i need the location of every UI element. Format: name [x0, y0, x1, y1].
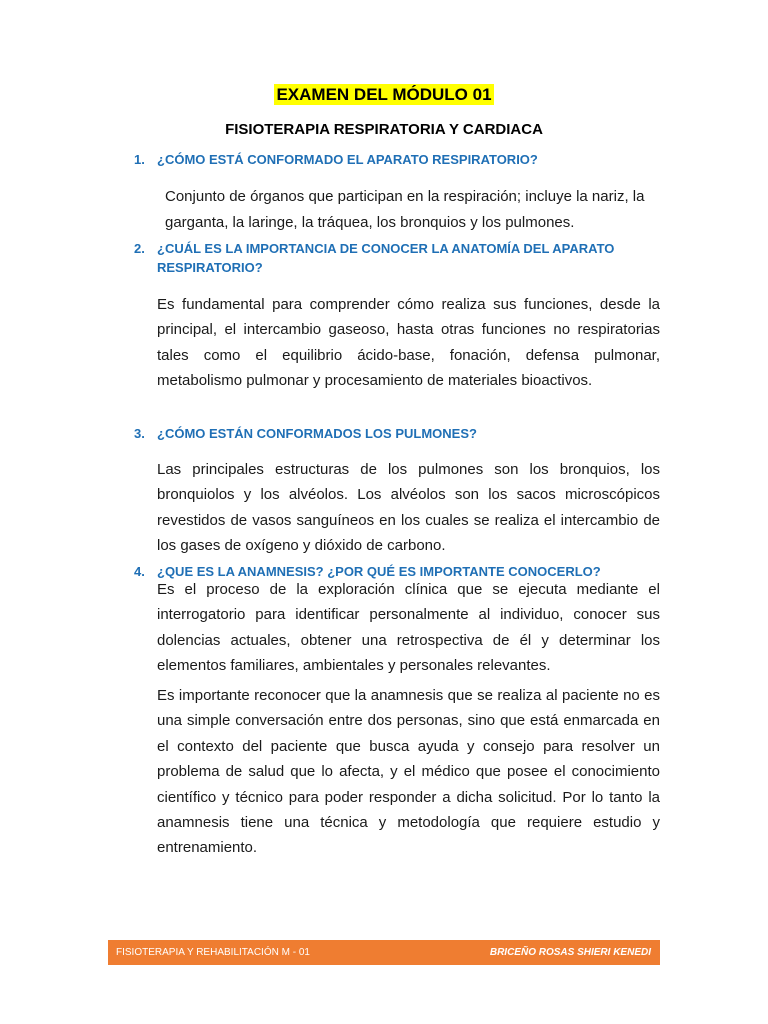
question-number: 4. — [134, 564, 145, 579]
question-number: 3. — [134, 426, 145, 441]
answer-4a: Es el proceso de la exploración clínica que se ejecuta mediante el interrogatorio para identificar personalmente al individuo, conocer sus dolencias actuales, obtener una retrospectiva de él y determinar los elementos familiares, ambientales y personales relevantes. — [157, 581, 660, 675]
question-text: ¿CUÁL ES LA IMPORTANCIA DE CONOCER LA ANATOMÍA DEL APARATO RESPIRATORIO? — [157, 241, 615, 275]
page-footer — [108, 940, 660, 965]
exam-title: EXAMEN DEL MÓDULO 01 — [276, 85, 492, 104]
answer-4b: Es importante reconocer que la anamnesis que se realiza al paciente no es una simple conversación entre dos personas, sino que está enmarcada en el contexto del paciente que busca ayuda y consejo para resolver un problema de salud que lo afecta, y el médico que posee el conocimiento científico y técnico para poder responder a dicha solicitud. Por lo tanto la anamnesis tiene una técnica y metodología que requiere estudio y entrenamiento. — [157, 687, 660, 857]
question-number: 2. — [134, 241, 145, 256]
answer-1: Conjunto de órganos que participan en la respiración; incluye la nariz, la garganta, la laringe, la tráquea, los bronquios y los pulmones. — [165, 188, 645, 231]
question-text: ¿CÓMO ESTÁ CONFORMADO EL APARATO RESPIRATORIO? — [157, 152, 538, 167]
question-2 — [134, 239, 654, 277]
answer-2: Es fundamental para comprender cómo realiza sus funciones, desde la principal, el intercambio gaseoso, hasta otras funciones no respiratorias tales como el equilibrio ácido-base, fonación, defensa pulmonar, metabolismo pulmonar y procesamiento de materiales bioactivos. — [157, 296, 660, 390]
course-subtitle: FISIOTERAPIA RESPIRATORIA Y CARDIACA — [225, 121, 543, 138]
answer-3: Las principales estructuras de los pulmones son los bronquios, los bronquiolos y los alvéolos. Los alvéolos son los sacos microscópicos revestidos de vasos sanguíneos en los cuales se realiza el intercambio de los gases de oxígeno y dióxido de carbono. — [157, 461, 660, 555]
question-number: 1. — [134, 152, 145, 167]
footer-course: FISIOTERAPIA Y REHABILITACIÓN M - 01 — [116, 947, 310, 958]
question-3 — [134, 424, 654, 443]
question-text: ¿CÓMO ESTÁN CONFORMADOS LOS PULMONES? — [157, 426, 477, 441]
question-text: ¿QUE ES LA ANAMNESIS? ¿POR QUÉ ES IMPORTANTE CONOCERLO? — [157, 564, 601, 579]
footer-author: BRICEÑO ROSAS SHIERI KENEDI — [489, 947, 651, 958]
question-1 — [134, 150, 654, 169]
